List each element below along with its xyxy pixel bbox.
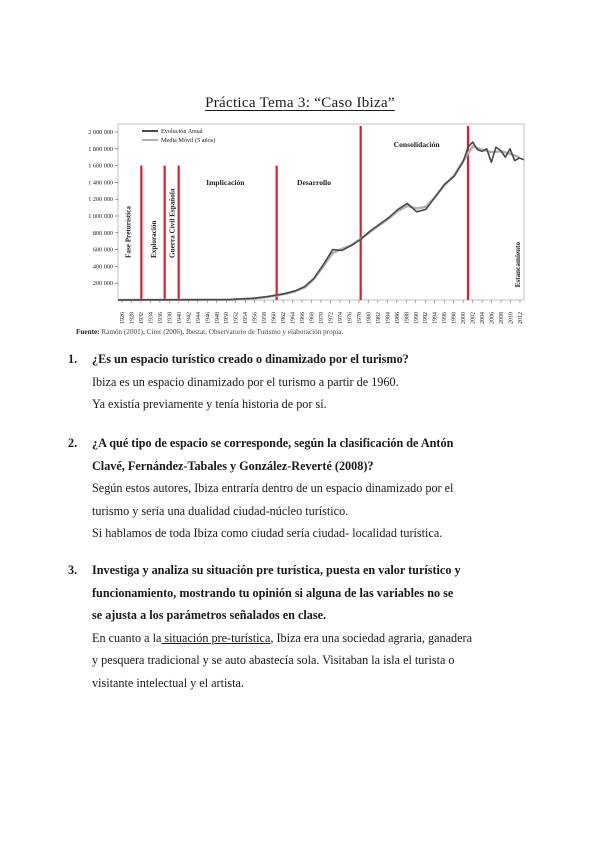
- x-tick-label: 1936: [157, 312, 164, 324]
- y-tick-label: 1 800 000: [88, 145, 113, 153]
- x-tick-label: 1926: [120, 312, 126, 324]
- x-tick-label: 2006: [489, 312, 496, 324]
- chart-source: [76, 328, 536, 336]
- x-tick-label: 1968: [309, 312, 316, 324]
- x-tick-label: 1928: [129, 312, 136, 324]
- question-number: 2.: [68, 436, 78, 450]
- y-tick-label: 1 400 000: [88, 179, 113, 187]
- x-tick-label: 1948: [214, 312, 221, 324]
- x-tick-label: 1978: [356, 312, 363, 324]
- y-tick-label: 400 000: [92, 263, 113, 271]
- underlined-term: situación pre-turística: [161, 630, 271, 645]
- answer-line: Según estos autores, Ibiza entraría dentro de un espacio dinamizado por el: [92, 481, 454, 495]
- y-tick-label: 800 000: [92, 229, 113, 237]
- question-text: Clavé, Fernández-Tabales y González-Reverté (2008)?: [92, 458, 374, 473]
- chart-source-text: Ramón (2001), Cirer (2006), Ibestat, Observatorio de Turismo y elaboración propia.: [101, 328, 344, 336]
- x-tick-label: 1962: [281, 312, 288, 324]
- x-tick-label: 1942: [186, 312, 193, 324]
- x-tick-label: 1998: [451, 312, 458, 324]
- phase-label: Guerra Civil Española: [168, 188, 177, 258]
- question-3: [68, 559, 532, 694]
- x-tick-label: 1972: [328, 312, 335, 324]
- x-tick-label: 1982: [375, 312, 382, 324]
- x-tick-label: 1950: [224, 312, 231, 324]
- x-tick-label: 1976: [347, 312, 354, 324]
- question-text: Investiga y analiza su situación pre turística, puesta en valor turístico y: [92, 563, 461, 577]
- x-tick-label: 1934: [148, 312, 155, 324]
- phase-label: Exploración: [150, 220, 158, 258]
- answer-line: Ya existía previamente y tenía historia de por sí.: [92, 397, 327, 411]
- phase-label: Fase Preturística: [124, 206, 133, 258]
- x-tick-label: 1974: [337, 312, 344, 324]
- answer-line: [92, 627, 532, 650]
- y-tick-label: 600 000: [92, 246, 113, 254]
- x-tick-label: 2000: [461, 312, 468, 324]
- answer-line: Si hablamos de toda Ibiza como ciudad sería ciudad- localidad turística.: [92, 526, 443, 540]
- x-tick-label: 1964: [290, 312, 297, 324]
- phase-label: Implicación: [206, 177, 245, 187]
- y-tick-label: 200 000: [92, 280, 113, 288]
- x-tick-label: 1958: [262, 312, 269, 324]
- y-tick-label: 1 600 000: [88, 162, 113, 170]
- chart-source-label: Fuente:: [76, 328, 100, 336]
- x-tick-label: 1960: [271, 312, 278, 324]
- y-tick-label: 2 000 000: [88, 129, 113, 136]
- x-tick-label: 1966: [300, 312, 307, 324]
- answer-text: , Ibiza era una sociedad agraria, ganadera: [270, 630, 473, 645]
- x-tick-label: 2012: [518, 312, 524, 324]
- x-tick-label: 1952: [233, 312, 240, 324]
- question-text: ¿Es un espacio turístico creado o dinamizado por el turismo?: [92, 352, 409, 366]
- x-tick-label: 1944: [195, 312, 202, 324]
- x-tick-label: 1980: [366, 312, 373, 324]
- question-text: ¿A qué tipo de espacio se corresponde, según la clasificación de Antón: [92, 436, 454, 450]
- x-tick-label: 2008: [499, 312, 506, 324]
- question-text: funcionamiento, mostrando tu opinión si alguna de las variables no se: [92, 585, 454, 600]
- question-number: 1.: [68, 352, 78, 366]
- x-tick-label: 1940: [176, 312, 183, 324]
- y-tick-label: 1 000 000: [88, 213, 113, 220]
- x-tick-label: 2010: [508, 312, 515, 324]
- question-number: 3.: [68, 563, 78, 577]
- x-tick-label: 2004: [480, 312, 487, 324]
- x-tick-label: 1996: [442, 312, 449, 324]
- x-tick-label: 1992: [423, 312, 430, 324]
- tourism-evolution-chart: [74, 122, 529, 327]
- page-title: Práctica Tema 3: “Caso Ibiza”: [205, 95, 395, 111]
- answer-line: visitante intelectual y el artista.: [92, 675, 244, 690]
- phase-label: Desarrollo: [296, 177, 332, 187]
- chart-svg: [74, 122, 529, 327]
- legend-label: Evolución Anual: [161, 128, 203, 135]
- x-tick-label: 2002: [470, 312, 477, 324]
- x-tick-label: 1988: [404, 312, 411, 324]
- question-1: [68, 348, 532, 416]
- x-tick-label: 1986: [394, 312, 401, 324]
- question-text: se ajusta a los parámetros señalados en clase.: [92, 608, 327, 622]
- answer-line: turismo y sería una dualidad ciudad-núcleo turístico.: [92, 503, 349, 518]
- x-tick-label: 1970: [319, 312, 325, 324]
- x-tick-label: 1994: [432, 312, 439, 324]
- answer-text: En cuanto a la: [92, 630, 162, 645]
- x-tick-label: 1954: [243, 312, 250, 324]
- question-2: [68, 432, 532, 545]
- phase-label: Consolidación: [393, 140, 440, 150]
- phase-label: Estancamiento: [514, 241, 522, 288]
- x-tick-label: 1938: [167, 312, 174, 324]
- answer-line: y pesquera tradicional y se auto abastecía sola. Visitaban la isla el turista o: [92, 653, 455, 667]
- x-tick-label: 1984: [385, 312, 392, 324]
- answer-line: Ibiza es un espacio dinamizado por el turismo a partir de 1960.: [92, 374, 399, 389]
- x-tick-label: 1932: [138, 312, 145, 324]
- y-tick-label: 1 200 000: [88, 196, 113, 204]
- x-tick-label: 1990: [413, 312, 420, 324]
- legend-label: Media Móvil (5 años): [161, 137, 216, 144]
- x-tick-label: 1956: [252, 312, 259, 324]
- x-tick-label: 1946: [205, 312, 212, 324]
